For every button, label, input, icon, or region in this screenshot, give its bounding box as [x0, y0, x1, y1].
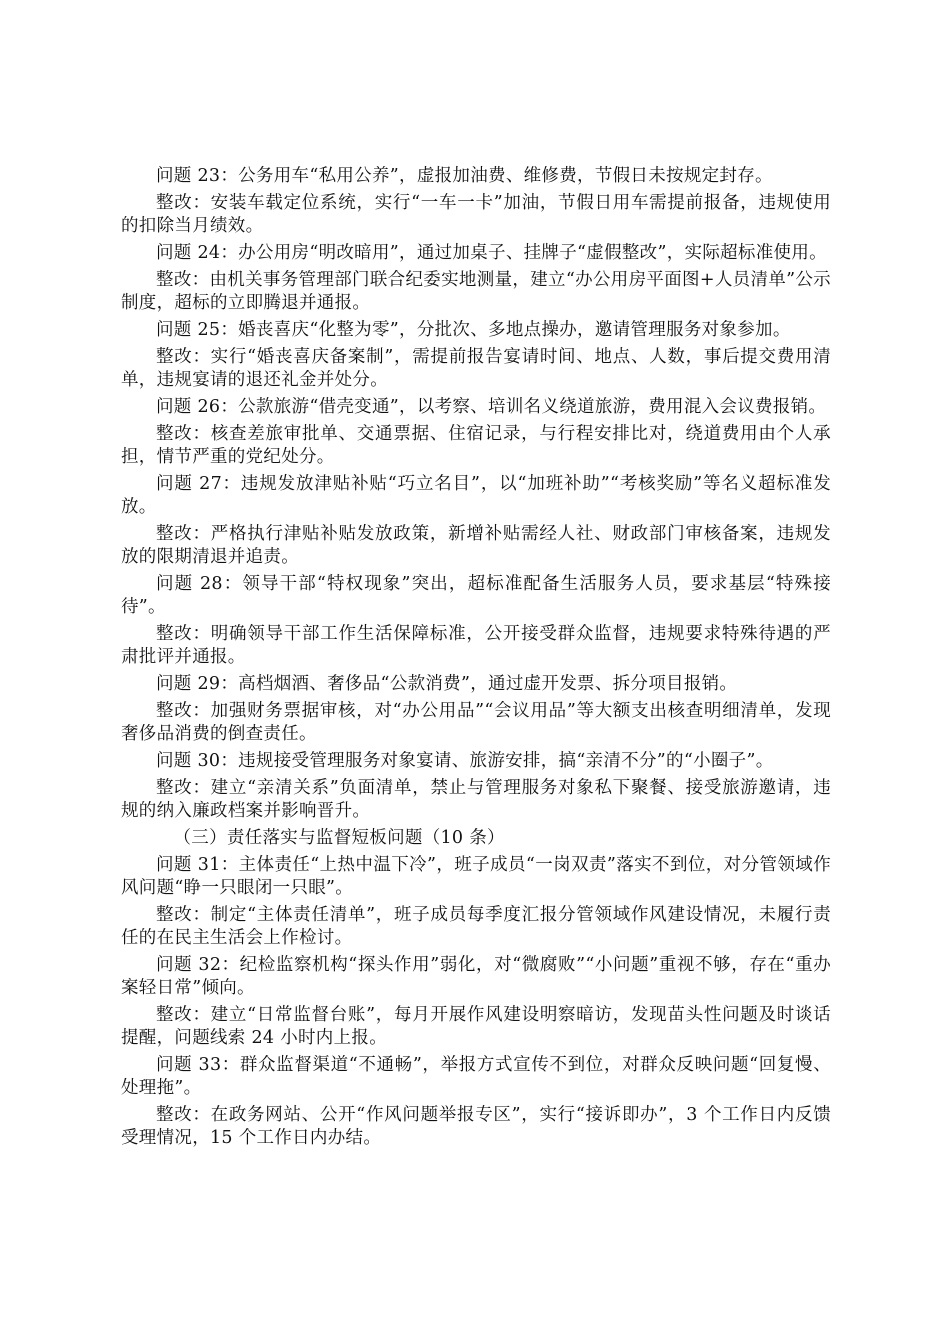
problem-29: 问题 29：高档烟酒、奢侈品“公款消费”，通过虚开发票、拆分项目报销。: [156, 674, 738, 694]
problem-27: 问题 27：违规发放津贴补贴“巧立名目”，以“加班补助”“考核奖励”等名义超标准发放。: [121, 474, 831, 517]
fix-30: 整改：建立“亲清关系”负面清单，禁止与管理服务对象私下聚餐、接受旅游邀请，违规的纳入廉政档案并影响晋升。: [121, 778, 831, 821]
problem-31: 问题 31：主体责任“上热中温下冷”，班子成员“一岗双责”落实不到位，对分管领域作风问题“睁一只眼闭一只眼”。: [121, 855, 831, 898]
fix-31: 整改：制定“主体责任清单”，班子成员每季度汇报分管领域作风建设情况，未履行责任的在民主生活会上作检讨。: [121, 905, 831, 948]
fix-24: 整改：由机关事务管理部门联合纪委实地测量，建立“办公用房平面图+人员清单”公示制度，超标的立即腾退并通报。: [121, 270, 831, 313]
fix-32: 整改：建立“日常监督台账”，每月开展作风建设明察暗访，发现苗头性问题及时谈话提醒，问题线索 24 小时内上报。: [121, 1005, 831, 1048]
fix-33: 整改：在政务网站、公开“作风问题举报专区”，实行“接诉即办”，3 个工作日内反馈受理情况，15 个工作日内办结。: [121, 1105, 831, 1148]
section-heading: （三）责任落实与监督短板问题（10 条）: [173, 828, 505, 848]
problem-24: 问题 24：办公用房“明改暗用”，通过加桌子、挂牌子“虚假整改”，实际超标准使用。: [156, 243, 827, 263]
fix-25: 整改：实行“婚丧喜庆备案制”，需提前报告宴请时间、地点、人数，事后提交费用清单，违规宴请的退还礼金并处分。: [121, 347, 831, 390]
problem-28: 问题 28：领导干部“特权现象”突出，超标准配备生活服务人员，要求基层“特殊接待”。: [121, 574, 831, 617]
problem-32: 问题 32：纪检监察机构“探头作用”弱化，对“微腐败”“小问题”重视不够，存在“重办案轻日常”倾向。: [121, 955, 831, 998]
fix-29: 整改：加强财务票据审核，对“办公用品”“会议用品”等大额支出核查明细清单，发现奢侈品消费的倒查责任。: [121, 701, 831, 744]
document-body: [121, 165, 831, 1154]
problem-25: 问题 25：婚丧喜庆“化整为零”，分批次、多地点操办，邀请管理服务对象参加。: [156, 320, 791, 340]
problem-30: 问题 30：违规接受管理服务对象宴请、旅游安排，搞“亲清不分”的“小圈子”。: [156, 751, 774, 771]
fix-23: 整改：安装车载定位系统，实行“一车一卡”加油，节假日用车需提前报备，违规使用的扣除当月绩效。: [121, 193, 831, 236]
problem-33: 问题 33：群众监督渠道“不通畅”，举报方式宣传不到位，对群众反映问题“回复慢、处理拖”。: [121, 1055, 831, 1098]
fix-28: 整改：明确领导干部工作生活保障标准，公开接受群众监督，违规要求特殊待遇的严肃批评并通报。: [121, 624, 831, 667]
fix-27: 整改：严格执行津贴补贴发放政策，新增补贴需经人社、财政部门审核备案，违规发放的限期清退并追责。: [121, 524, 831, 567]
problem-26: 问题 26：公款旅游“借壳变通”，以考察、培训名义绕道旅游，费用混入会议费报销。: [156, 397, 827, 417]
problem-23: 问题 23：公务用车“私用公养”，虚报加油费、维修费，节假日未按规定封存。: [156, 166, 773, 186]
fix-26: 整改：核查差旅审批单、交通票据、住宿记录，与行程安排比对，绕道费用由个人承担，情节严重的党纪处分。: [121, 424, 831, 467]
